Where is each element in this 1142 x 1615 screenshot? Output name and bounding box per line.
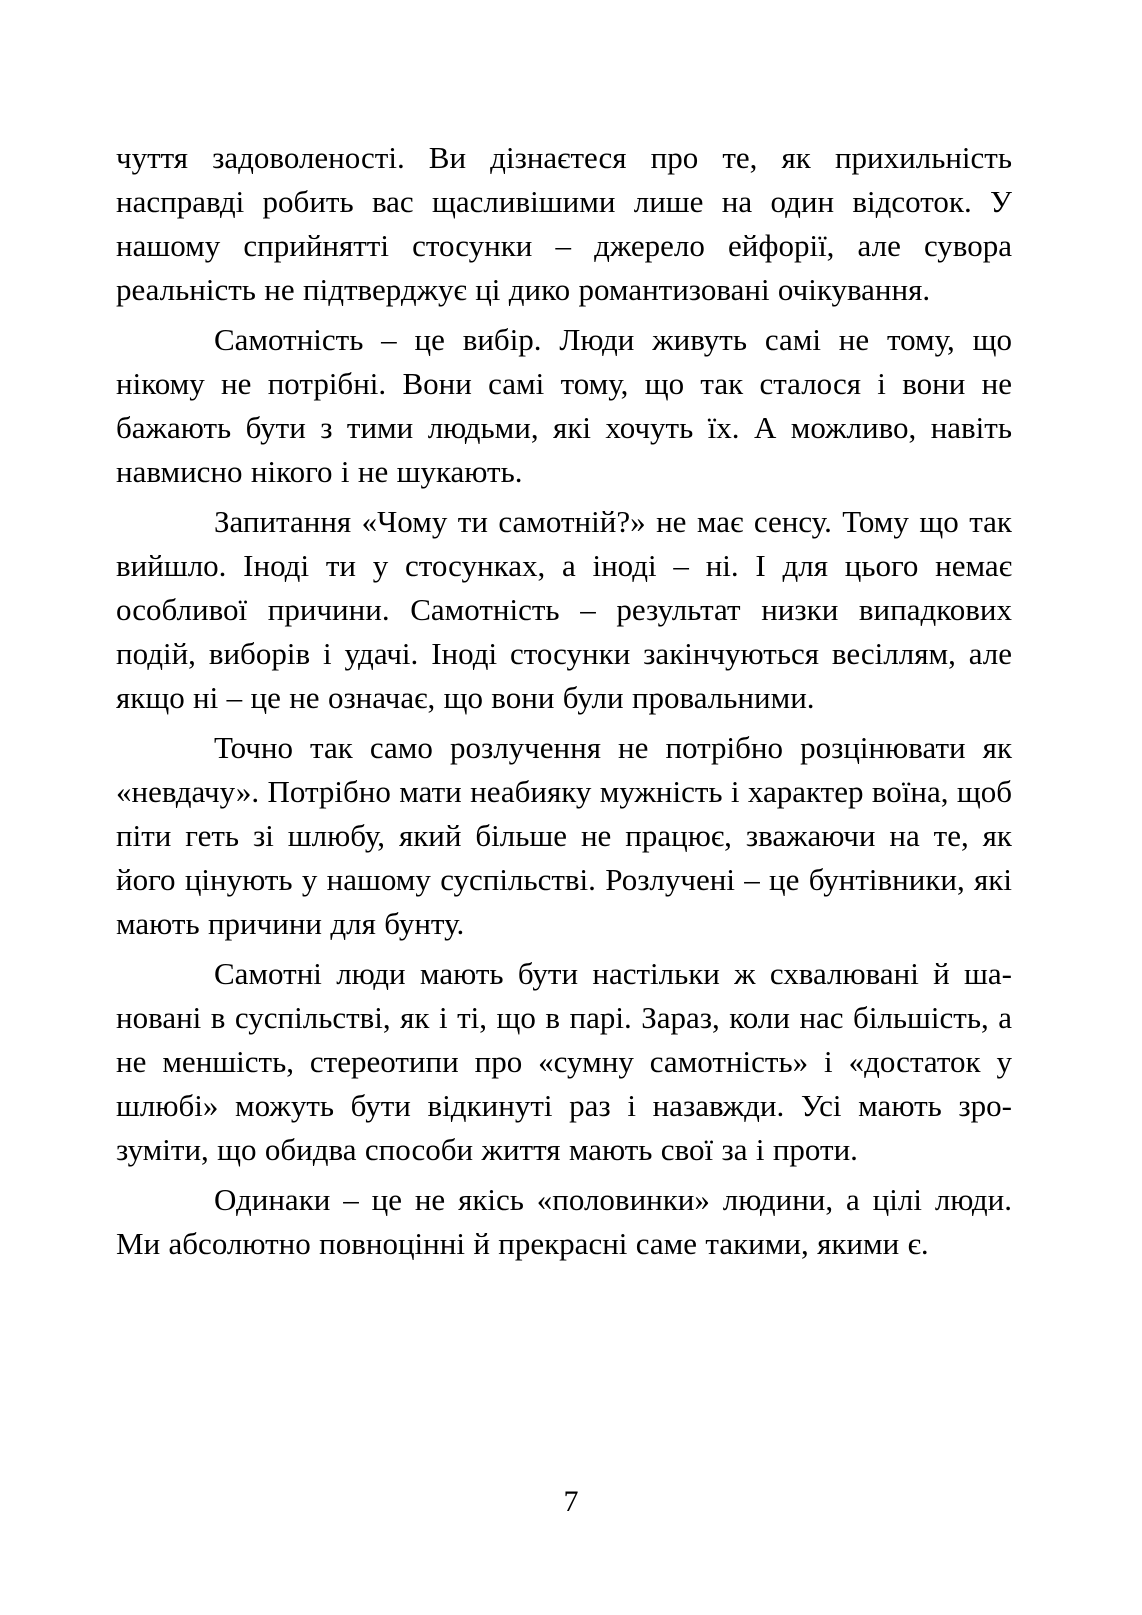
text-block [116, 136, 1012, 1272]
paragraph-5: Самотні люди мають бути настільки ж схвалювані й шановані в суспільстві, як і ті, що в парі. Зараз, коли нас більшість, а не меншість, стереотипи про «сумну самотність» і «достаток у шлюбі» можуть бути відкинуті раз і назавжди. Усі мають зрозуміти, що обидва способи життя мають свої за і проти. [116, 956, 1012, 1167]
paragraph-4: Точно так само розлучення не потрібно розцінювати як «невдачу». Потрібно мати неабияку мужність і характер воїна, щоб піти геть зі шлюбу, який більше не працює, зважаючи на те, як його цінують у нашому суспільстві. Розлучені – це бунтівники, які мають причини для бунту. [116, 730, 1012, 941]
paragraph-1: чуття задоволеності. Ви дізнаєтеся про те, як прихильність насправді робить вас щасливішими лише на один відсоток. У нашому сприйнятті стосунки – джерело ейфорії, але сувора реальність не підтверджує ці дико романтизовані очікування. [116, 140, 1012, 307]
paragraph-3: Запитання «Чому ти самотній?» не має сенсу. Тому що так вийшло. Іноді ти у стосунках, а іноді – ні. І для цього немає особливої причини. Самотність – результат низки випадкових подій, виборів і удачі. Іноді стосунки закінчуються весіллям, але якщо ні – це не означає, що вони були провальними. [116, 504, 1012, 715]
paragraph-6: Одинаки – це не якісь «половинки» людини, а цілі люди. Ми абсолютно повноцінні й прекрасні саме такими, якими є. [116, 1182, 1012, 1261]
page-number: 7 [563, 1485, 579, 1518]
paragraph-2: Самотність – це вибір. Люди живуть самі не тому, що нікому не потрібні. Вони самі тому, що так сталося і вони не бажають бути з тими людьми, які хочуть їх. А можливо, навіть навмисно нікого і не шукають. [116, 322, 1012, 489]
